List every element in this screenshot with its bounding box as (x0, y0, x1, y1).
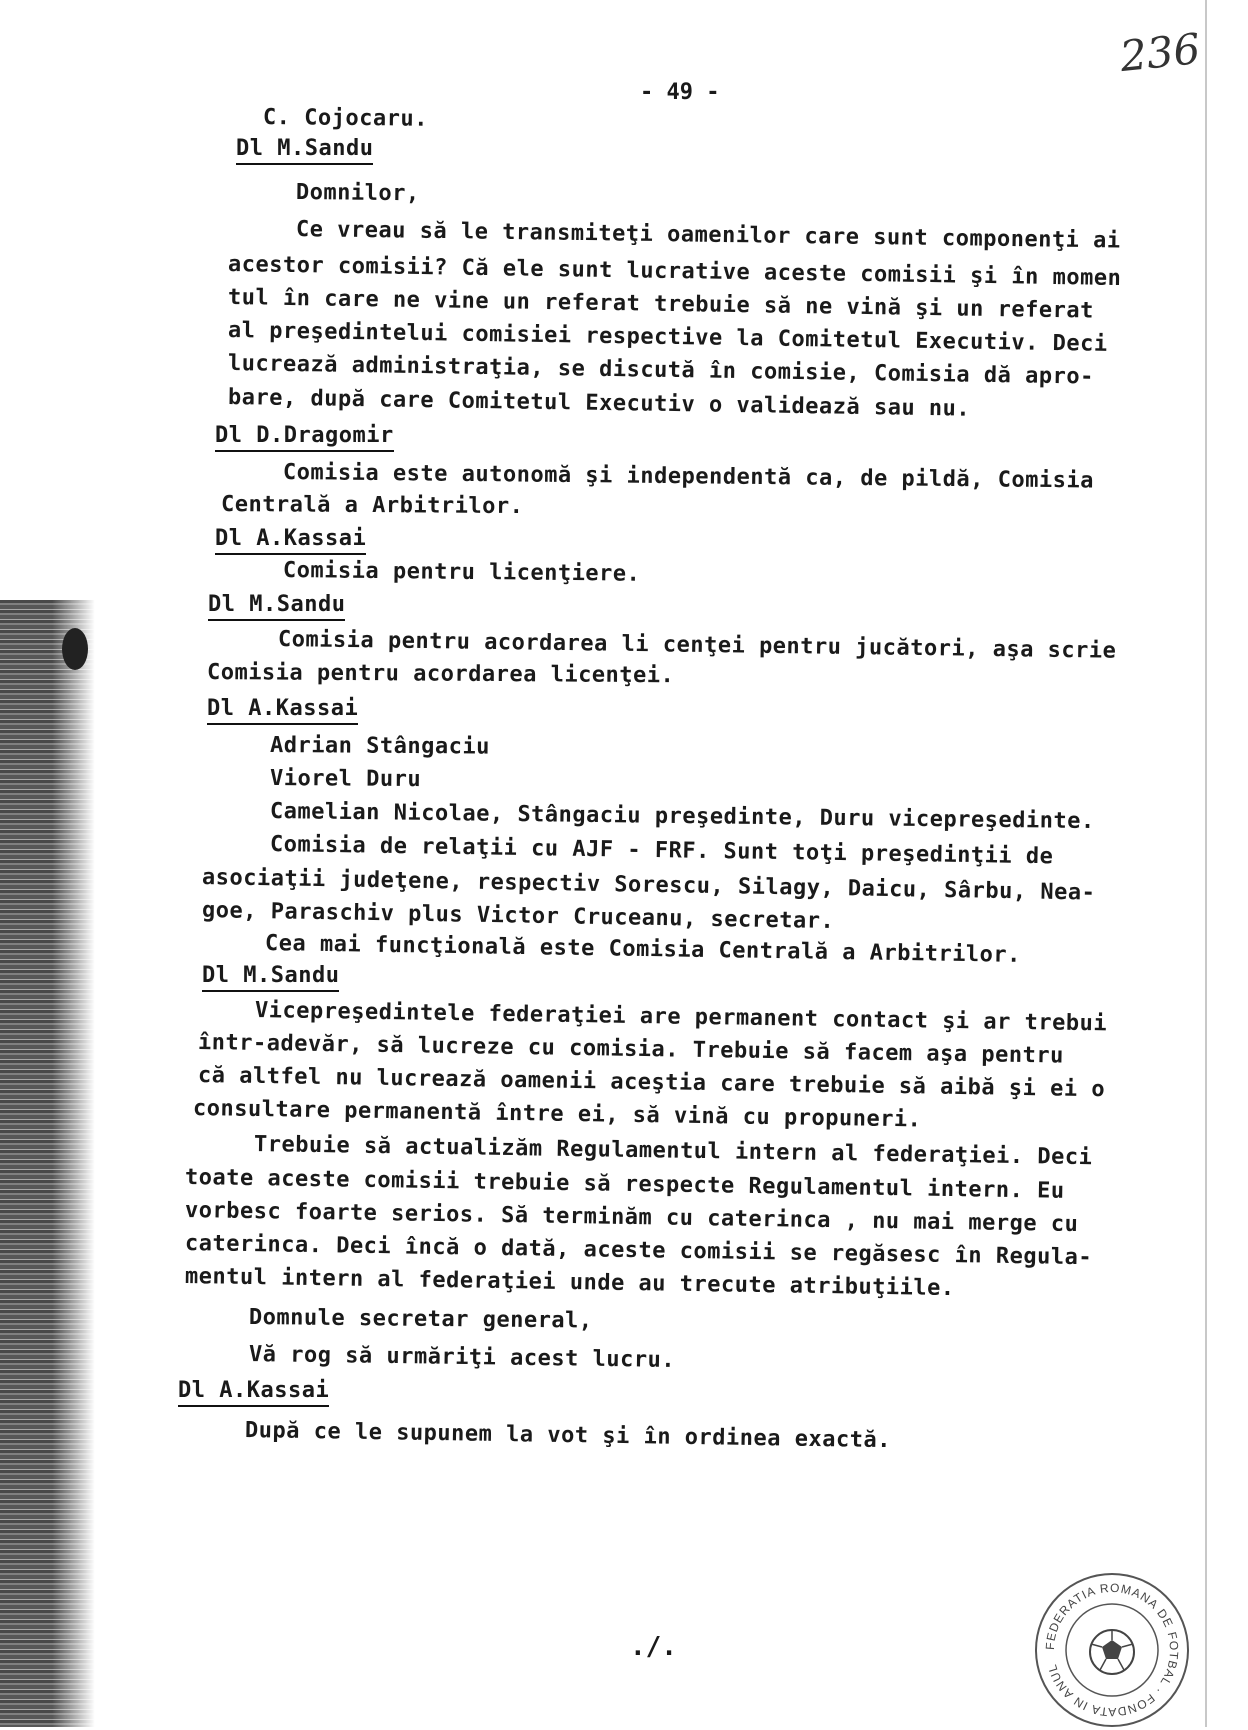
football-icon (1090, 1630, 1134, 1674)
text-line: Vicepreşedintele federaţiei are permanent contact şi ar trebui (254, 998, 1108, 1037)
speaker-name: Dl M.Sandu (208, 592, 345, 621)
text-line: Comisia este autonomă şi independentă ca, de pildă, Comisia (282, 460, 1095, 494)
handwritten-page-number: 236 (1117, 23, 1203, 82)
speaker-name: Dl A.Kassai (207, 696, 358, 725)
speaker-name: Dl M.Sandu (236, 136, 373, 165)
text-line: Ce vreau să le transmiteţi oamenilor care sunt componenţi ai (295, 217, 1121, 254)
speaker-name: Dl D.Dragomir (215, 423, 394, 452)
text-line: Comisia pentru licenţiere. (282, 558, 641, 587)
text-line: Adrian Stângaciu (269, 733, 491, 760)
text-line: Comisia pentru acordarea licenţei. (206, 660, 675, 689)
speaker-name: Dl A.Kassai (215, 526, 366, 555)
text-line: într-adevăr, să lucreze cu comisia. Trebuie să facem aşa pentru (197, 1030, 1065, 1069)
text-line: Trebuie să actualizăm Regulamentul intern al federaţiei. Deci (253, 1132, 1093, 1171)
text-line: mentul intern al federaţiei unde au trecute atribuţiile. (184, 1264, 955, 1302)
page-number: - 49 - (640, 80, 720, 105)
scan-edge-mark (62, 628, 88, 670)
page-right-border (1205, 0, 1207, 1727)
text-line: lucrează administraţia, se discută în comisie, Comisia dă apro- (227, 351, 1095, 390)
text-line: După ce le supunem la vot şi în ordinea exactă. (244, 1418, 892, 1454)
text-line: că altfel nu lucrează oamenii aceştia care trebuie să aibă şi ei o (197, 1063, 1106, 1103)
speaker-name: Dl M.Sandu (202, 963, 339, 992)
text-line: Camelian Nicolae, Stângaciu preşedinte, Duru vicepreşedinte. (269, 799, 1095, 835)
text-line: tul în care ne vine un referat trebuie să ne vină şi un referat (227, 285, 1095, 324)
text-line: consultare permanentă între ei, să vină cu propuneri. (192, 1096, 922, 1133)
stamp-text: FEDERATIA ROMANA DE FOTBAL · FONDATA IN ANUL (1042, 1580, 1182, 1720)
text-line: caterinca. Deci încă o dată, aceste comisii se regăsesc în Regula- (184, 1231, 1093, 1271)
federation-stamp (1032, 1570, 1192, 1730)
text-line: Comisia pentru acordarea li cenţei pentru jucători, aşa scrie (277, 627, 1117, 664)
text-line: al preşedintelui comisiei respective la Comitetul Executiv. Deci (227, 318, 1108, 357)
text-line: goe, Paraschiv plus Victor Cruceanu, secretar. (201, 898, 835, 935)
text-line: toate aceste comisii trebuie să respecte Regulamentul intern. Eu (184, 1165, 1065, 1204)
text-line: Vă rog să urmăriţi acest lucru. (248, 1342, 676, 1373)
text-line: Centrală a Arbitrilor. (220, 492, 524, 520)
text-line: Domnule secretar general, (248, 1305, 593, 1334)
text-line: Viorel Duru (269, 766, 422, 793)
text-line: Comisia de relaţii cu AJF - FRF. Sunt toţi preşedinţii de (269, 832, 1054, 870)
text-line: acestor comisii? Că ele sunt lucrative aceste comisii şi în momen (227, 252, 1122, 292)
continuation-mark: ./. (630, 1632, 677, 1662)
text-line: C. Cojocaru. (262, 105, 429, 132)
text-line: bare, după care Comitetul Executiv o validează sau nu. (227, 385, 971, 422)
speaker-name: Dl A.Kassai (178, 1378, 329, 1407)
text-line: Domnilor, (295, 180, 420, 207)
text-line: vorbesc foarte serios. Să terminăm cu caterinca , nu mai merge cu (184, 1198, 1079, 1238)
text-line: Cea mai funcţională este Comisia Centrală a Arbitrilor. (264, 931, 1022, 968)
text-line: asociaţii judeţene, respectiv Sorescu, Silagy, Daicu, Sârbu, Nea- (201, 865, 1096, 906)
scan-edge-shadow (0, 600, 95, 1727)
